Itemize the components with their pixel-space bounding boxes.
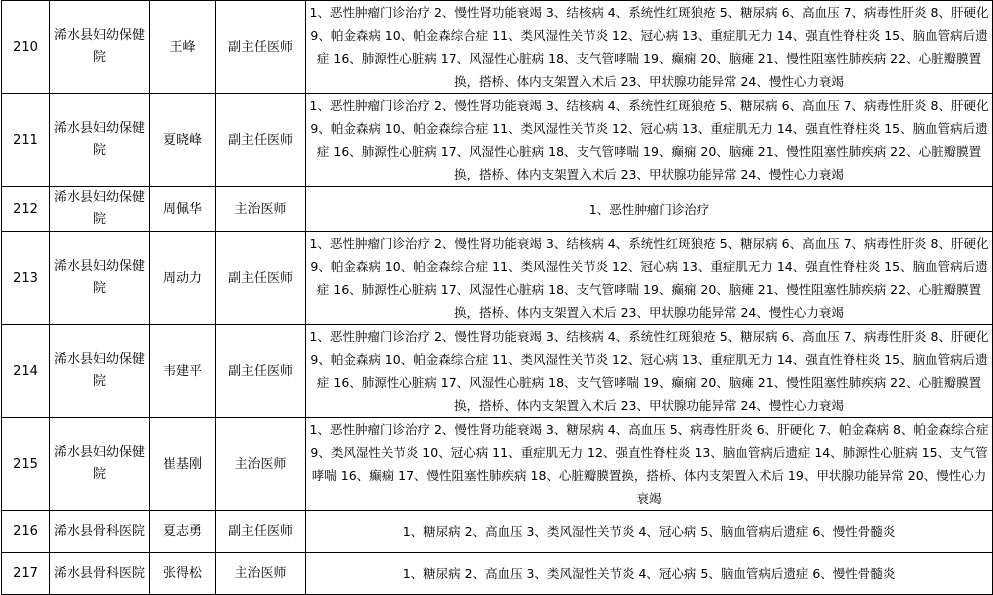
hospital-name: 浠水县妇幼保健院 bbox=[50, 1, 150, 94]
table-row bbox=[2, 325, 993, 418]
doctor-name: 夏志勇 bbox=[150, 511, 216, 553]
disease-scope: 1、恶性肿瘤门诊治疗 2、慢性肾功能衰竭 3、糖尿病 4、高血压 5、病毒性肝炎 6、肝硬化 7、帕金森病 8、帕金森综合症 9、类风湿性关节炎 10、冠心病 11、重症肌无力 12、强直性脊柱炎 13、脑血管病后遗症 14、肺源性心脏病 15、支气管哮喘 16、癫痫 17、慢性阻塞性肺疾病 18、心脏瓣膜置换，搭桥、体内支架置入术后 19、甲状腺功能异常 20、慢性心力衰竭 bbox=[306, 418, 993, 511]
row-number: 216 bbox=[2, 511, 50, 553]
disease-scope: 1、恶性肿瘤门诊治疗 2、慢性肾功能衰竭 3、结核病 4、系统性红斑狼疮 5、糖尿病 6、高血压 7、病毒性肝炎 8、肝硬化 9、帕金森病 10、帕金森综合症 11、类风湿性关节炎 12、冠心病 13、重症肌无力 14、强直性脊柱炎 15、脑血管病后遗症 16、肺源性心脏病 17、风湿性心脏病 18、支气管哮喘 19、癫痫 20、脑瘫 21、慢性阻塞性肺疾病 22、心脏瓣膜置换，搭桥、体内支架置入术后 23、甲状腺功能异常 24、慢性心力衰竭 bbox=[306, 325, 993, 418]
doctor-name: 王峰 bbox=[150, 1, 216, 94]
row-number: 211 bbox=[2, 94, 50, 187]
row-number: 214 bbox=[2, 325, 50, 418]
table-row bbox=[2, 511, 993, 553]
disease-scope: 1、糖尿病 2、高血压 3、类风湿性关节炎 4、冠心病 5、脑血管病后遗症 6、慢性骨髓炎 bbox=[306, 553, 993, 595]
doctor-name: 崔基刚 bbox=[150, 418, 216, 511]
doctor-title: 副主任医师 bbox=[216, 325, 306, 418]
doctor-title: 副主任医师 bbox=[216, 232, 306, 325]
hospital-name: 浠水县妇幼保健院 bbox=[50, 325, 150, 418]
hospital-name: 浠水县骨科医院 bbox=[50, 511, 150, 553]
doctor-title: 副主任医师 bbox=[216, 94, 306, 187]
disease-scope: 1、糖尿病 2、高血压 3、类风湿性关节炎 4、冠心病 5、脑血管病后遗症 6、慢性骨髓炎 bbox=[306, 511, 993, 553]
table-row bbox=[2, 418, 993, 511]
row-number: 213 bbox=[2, 232, 50, 325]
hospital-name: 浠水县妇幼保健院 bbox=[50, 418, 150, 511]
doctor-name: 张得松 bbox=[150, 553, 216, 595]
disease-scope: 1、恶性肿瘤门诊治疗 2、慢性肾功能衰竭 3、结核病 4、系统性红斑狼疮 5、糖尿病 6、高血压 7、病毒性肝炎 8、肝硬化 9、帕金森病 10、帕金森综合症 11、类风湿性关节炎 12、冠心病 13、重症肌无力 14、强直性脊柱炎 15、脑血管病后遗症 16、肺源性心脏病 17、风湿性心脏病 18、支气管哮喘 19、癫痫 20、脑瘫 21、慢性阻塞性肺疾病 22、心脏瓣膜置换，搭桥、体内支架置入术后 23、甲状腺功能异常 24、慢性心力衰竭 bbox=[306, 94, 993, 187]
table-row bbox=[2, 187, 993, 232]
row-number: 210 bbox=[2, 1, 50, 94]
doctor-name: 周动力 bbox=[150, 232, 216, 325]
doctor-table bbox=[1, 0, 993, 595]
hospital-name: 浠水县妇幼保健院 bbox=[50, 187, 150, 232]
doctor-title: 副主任医师 bbox=[216, 1, 306, 94]
hospital-name: 浠水县骨科医院 bbox=[50, 553, 150, 595]
row-number: 215 bbox=[2, 418, 50, 511]
hospital-name: 浠水县妇幼保健院 bbox=[50, 94, 150, 187]
table-row bbox=[2, 553, 993, 595]
doctor-title: 主治医师 bbox=[216, 418, 306, 511]
doctor-name: 周佩华 bbox=[150, 187, 216, 232]
row-number: 212 bbox=[2, 187, 50, 232]
hospital-name: 浠水县妇幼保健院 bbox=[50, 232, 150, 325]
doctor-title: 副主任医师 bbox=[216, 511, 306, 553]
row-number: 217 bbox=[2, 553, 50, 595]
disease-scope: 1、恶性肿瘤门诊治疗 2、慢性肾功能衰竭 3、结核病 4、系统性红斑狼疮 5、糖尿病 6、高血压 7、病毒性肝炎 8、肝硬化 9、帕金森病 10、帕金森综合症 11、类风湿性关节炎 12、冠心病 13、重症肌无力 14、强直性脊柱炎 15、脑血管病后遗症 16、肺源性心脏病 17、风湿性心脏病 18、支气管哮喘 19、癫痫 20、脑瘫 21、慢性阻塞性肺疾病 22、心脏瓣膜置换，搭桥、体内支架置入术后 23、甲状腺功能异常 24、慢性心力衰竭 bbox=[306, 232, 993, 325]
table-row bbox=[2, 232, 993, 325]
doctor-name: 韦建平 bbox=[150, 325, 216, 418]
doctor-title: 主治医师 bbox=[216, 553, 306, 595]
disease-scope: 1、恶性肿瘤门诊治疗 bbox=[306, 187, 993, 232]
doctor-name: 夏晓峰 bbox=[150, 94, 216, 187]
doctor-title: 主治医师 bbox=[216, 187, 306, 232]
disease-scope: 1、恶性肿瘤门诊治疗 2、慢性肾功能衰竭 3、结核病 4、系统性红斑狼疮 5、糖尿病 6、高血压 7、病毒性肝炎 8、肝硬化 9、帕金森病 10、帕金森综合症 11、类风湿性关节炎 12、冠心病 13、重症肌无力 14、强直性脊柱炎 15、脑血管病后遗症 16、肺源性心脏病 17、风湿性心脏病 18、支气管哮喘 19、癫痫 20、脑瘫 21、慢性阻塞性肺疾病 22、心脏瓣膜置换，搭桥、体内支架置入术后 23、甲状腺功能异常 24、慢性心力衰竭 bbox=[306, 1, 993, 94]
table-row bbox=[2, 94, 993, 187]
table-row bbox=[2, 1, 993, 94]
